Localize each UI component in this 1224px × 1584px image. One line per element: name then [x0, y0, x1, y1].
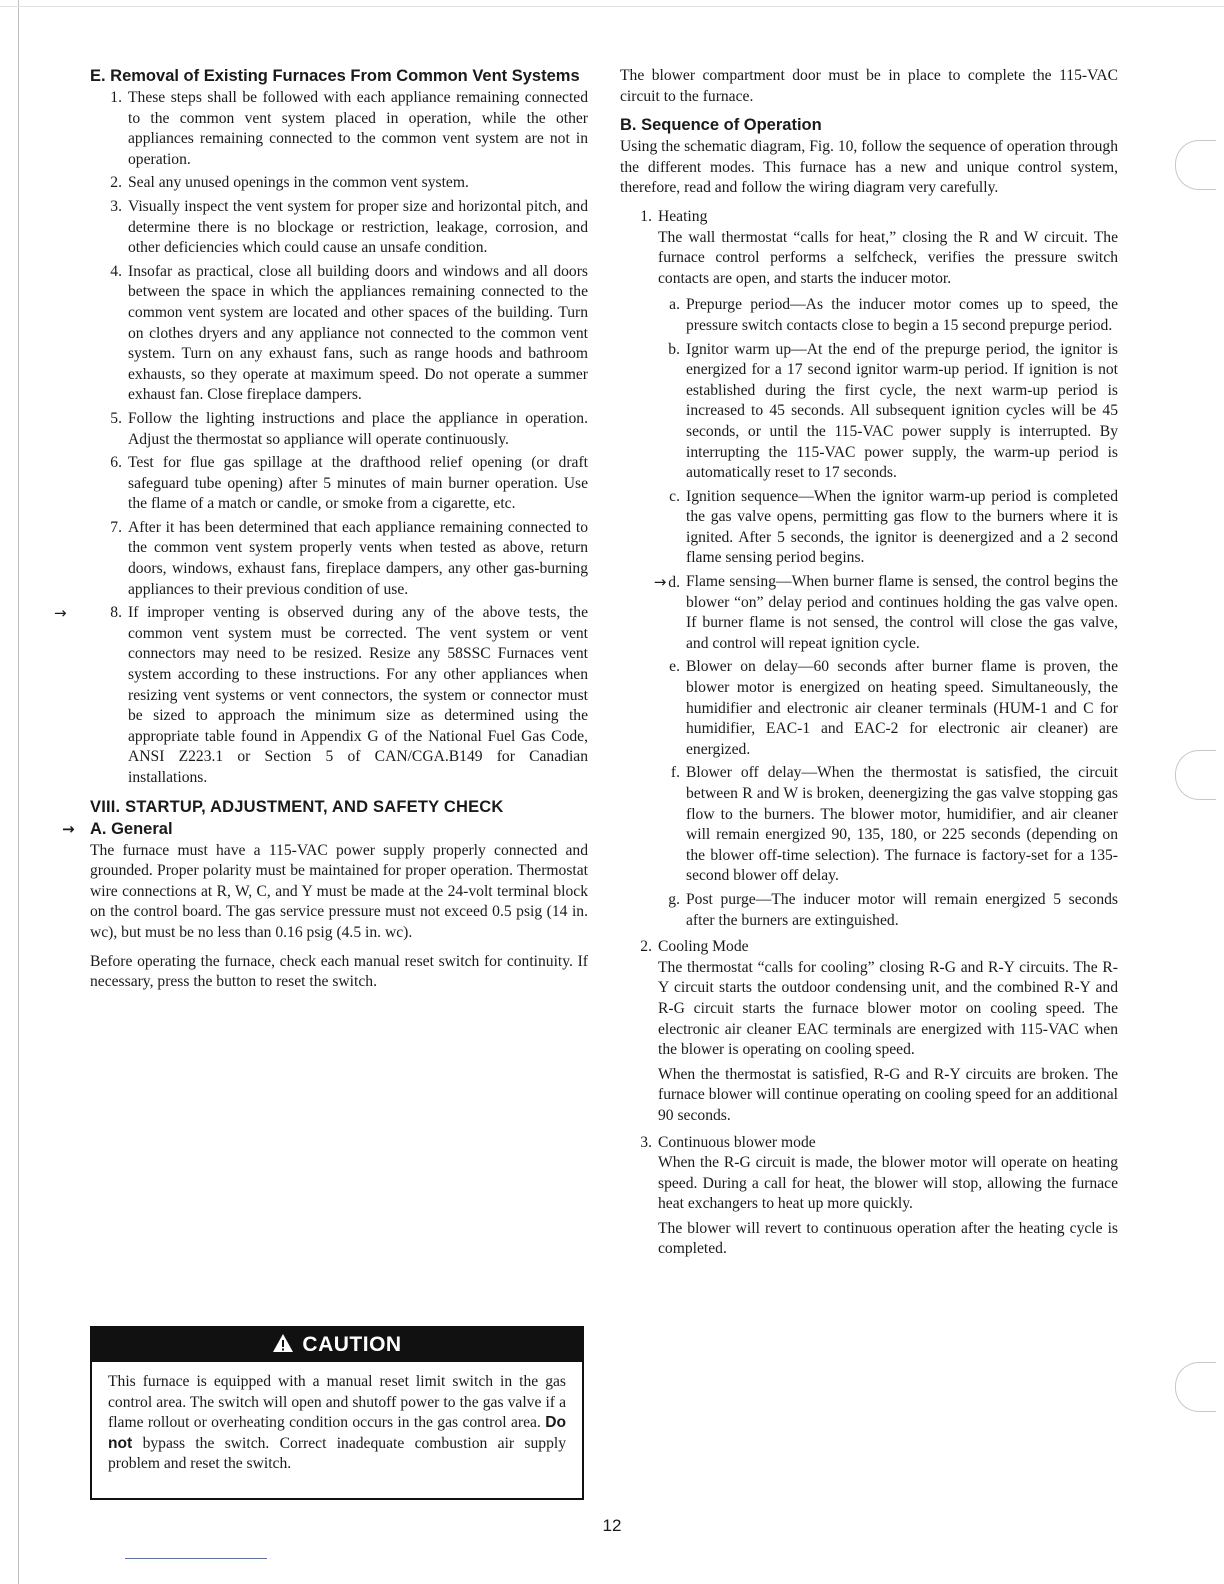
step-text: Ignition sequence—When the ignitor warm-up period is completed the gas valve opens, permitting gas flow to the burners where it is ignited. After 5 seconds, the ignitor is deenergized and a 2 second flame sensing period begins. [686, 487, 1118, 567]
right-column [620, 66, 1118, 1260]
item-text: After it has been determined that each appliance remaining connected to the common vent system properly vents when tested as above, return doors, windows, exhaust fans, fireplace dampers, any other gas-burning appliances to their previous condition of use. [128, 518, 588, 598]
item-number: 1. [110, 89, 122, 106]
section-e-title: E. Removal of Existing Furnaces From Common Vent Systems [90, 67, 580, 85]
step-text: Flame sensing—When burner flame is sensed, the control begins the blower “on” delay period and continues holding the gas valve open. If burner flame is not sensed, the control will close the gas valve, and control will repeat ignition cycle. [686, 573, 1118, 652]
caution-header [92, 1328, 582, 1362]
list-item [620, 340, 1118, 484]
list-item [620, 890, 1118, 931]
heating-steps [620, 295, 1118, 931]
list-item [620, 657, 1118, 760]
item-text: Visually inspect the vent system for proper size and horizontal pitch, and determine there is no blockage or restriction, leakage, corrosion, and other deficiencies which could cause an unsafe condition. [128, 197, 588, 257]
continuous-paragraph: When the R-G circuit is made, the blower motor will operate on heating speed. During a call for heat, the blower will stop, allowing the furnace heat exchangers to heat up more quickly. [658, 1154, 1118, 1213]
step-letter: a. [669, 296, 680, 314]
caution-box [90, 1326, 584, 1500]
left-column [54, 66, 588, 1001]
list-item [90, 173, 588, 194]
item-text: Seal any unused openings in the common vent system. [128, 174, 469, 192]
step-letter: e. [669, 658, 680, 676]
warning-triangle-icon [272, 1333, 294, 1353]
item-number: 7. [110, 518, 122, 536]
list-item [90, 197, 588, 259]
item-number: 4. [110, 262, 122, 280]
list-item [54, 603, 588, 788]
step-letter: → d. [653, 573, 680, 592]
cooling-paragraph: The thermostat “calls for cooling” closing R-G and R-Y circuits. The R-Y circuit starts the outdoor condensing unit, and the combined R-Y and R-G circuit starts the furnace blower motor on cooling speed. The electronic air cleaner EAC terminals are energized with 115-VAC when the blower is operating on cooling speed. [658, 958, 1118, 1059]
list-item [620, 572, 1118, 654]
scan-artifact-line [125, 1558, 267, 1559]
item-number: 3. [110, 197, 122, 215]
list-item [620, 295, 1118, 336]
step-letter: b. [668, 340, 680, 358]
subsection-a-title: → A. General [62, 819, 173, 838]
step-letter: f. [670, 764, 680, 782]
step-text: Blower off delay—When the thermostat is satisfied, the circuit between R and W is broken, deenergizing the gas valve stopping gas flow to the burners. The blower motor, humidifier, and air cleaner will remain energized 90, 135, 180, or 225 seconds (depending on the blower off-time selection). The furnace is factory-set for a 135-second blower off delay. [686, 764, 1118, 885]
step-letter: c. [669, 487, 680, 505]
item-text: Test for flue gas spillage at the drafthood relief opening (or draft safeguard tube opening) after 5 minutes of main burner operation. Use the flame of a match or candle, or smoke from a cigarette, etc. [128, 454, 588, 513]
list-item [90, 409, 588, 450]
list-item [90, 453, 588, 515]
intro-paragraph: The blower compartment door must be in place to complete the 115-VAC circuit to the furnace. [620, 67, 1118, 105]
list-item [90, 262, 588, 406]
punch-hole-mark [1175, 750, 1216, 800]
item-text: These steps shall be followed with each appliance remaining connected to the common vent system placed in operation, while the other appliances remaining connected to the common vent system are not in operation. [128, 89, 588, 168]
step-text: Ignitor warm up—At the end of the prepurge period, the ignitor is energized for a 17 second ignitor warm-up period. If ignition is not established during the first cycle, the next warm-up period is increased to 45 seconds. All subsequent ignition cycles will be 45 seconds, or until the 115-VAC power supply is interrupted. By interrupting the 115-VAC power supply, the warm-up period is automatically reset to 17 seconds. [686, 340, 1118, 482]
step-letter: g. [668, 890, 680, 908]
general-paragraph: The furnace must have a 115-VAC power supply properly connected and grounded. Proper polarity must be maintained for proper operation. Thermostat wire connections at R, W, C, and Y must be made at the 24-volt terminal block on the control board. The gas service pressure must not exceed 0.5 psig (14 in. wc), but must be no less than 0.16 psig (4.5 in. wc). [90, 841, 588, 941]
section-b-paragraph: Using the schematic diagram, Fig. 10, follow the sequence of operation through the different modes. This furnace has a new and unique control system, therefore, read and follow the wiring diagram very carefully. [620, 138, 1119, 197]
page-number: 12 [602, 1516, 622, 1535]
scan-edge-left [18, 0, 19, 1584]
caution-title: CAUTION [302, 1333, 402, 1356]
item-text: If improper venting is observed during any of the above tests, the common vent system must be corrected. The vent system or vent connectors may need to be resized. Resize any 58SSC Furnaces vent system according to these instructions. For any other appliances when resizing vent systems or vent connectors, the system or connector must be sized to approach the minimum size as determined using the appropriate table found in Appendix G of the National Fuel Gas Code, ANSI Z223.1 or Section 5 of CAN/CGA.B149 for Canadian installations. [128, 604, 588, 786]
heating-paragraph: The wall thermostat “calls for heat,” closing the R and W circuit. The furnace control performs a selfcheck, verifies the pressure switch contacts are open, and starts the inducer motor. [658, 228, 1118, 287]
punch-hole-mark [1175, 1362, 1216, 1412]
change-arrow-icon: → [653, 573, 667, 592]
list-item [620, 487, 1118, 569]
step-text: Prepurge period—As the inducer motor comes up to speed, the pressure switch contacts close to begin a 15 second prepurge period. [686, 296, 1118, 334]
step-text: Post purge—The inducer motor will remain energized 5 seconds after the burners are extinguished. [686, 890, 1118, 929]
heading-cooling: 2. Cooling Mode [640, 938, 749, 956]
item-number: 5. [110, 409, 122, 427]
list-item [90, 88, 588, 170]
heading-heating: 1. Heating [640, 207, 708, 225]
item-text: Insofar as practical, close all building doors and windows and all doors between the space in which the appliances remaining connected to the common vent system are located and other spaces of the building. Turn on clothes dryers and any appliance not connected to the common vent system. Turn on any exhaust fans, such as range hoods and bathroom exhausts, so they operate at maximum speed. Do not operate a summer exhaust fan. Close fireplace dampers. [128, 262, 588, 404]
punch-hole-mark [1175, 140, 1216, 190]
list-item [90, 518, 588, 600]
section-b-title: B. Sequence of Operation [620, 116, 822, 135]
caution-text: This furnace is equipped with a manual reset limit switch in the gas control area. The switch will open and shutoff power to the gas valve if a flame rollout or overheating condition occurs in the gas control area. Do not bypass the switch. Correct inadequate combustion air supply problem and reset the switch. [108, 1373, 567, 1473]
cooling-paragraph: When the thermostat is satisfied, R-G and R-Y circuits are broken. The furnace blower will continue operating on cooling speed for an additional 90 seconds. [658, 1065, 1118, 1124]
section-viii-title: VIII. STARTUP, ADJUSTMENT, AND SAFETY CHECK [90, 797, 504, 816]
change-arrow-icon: → [54, 604, 67, 623]
heading-continuous: 3. Continuous blower mode [640, 1133, 816, 1151]
list-item [620, 763, 1118, 887]
continuous-paragraph: The blower will revert to continuous operation after the heating cycle is completed. [658, 1219, 1118, 1258]
change-arrow-icon: → [62, 819, 75, 838]
scan-edge-top [0, 6, 1224, 7]
general-paragraph: Before operating the furnace, check each manual reset switch for continuity. If necessary, press the button to reset the switch. [90, 952, 588, 991]
caution-emphasis: Do not [108, 1414, 566, 1452]
item-number: → 8. [54, 604, 122, 623]
item-text: Follow the lighting instructions and place the appliance in operation. Adjust the thermostat so appliance will operate continuously. [128, 409, 588, 448]
item-number: 2. [110, 174, 122, 192]
step-text: Blower on delay—60 seconds after burner flame is proven, the blower motor is energized on heating speed. Simultaneously, the humidifier and electronic air cleaner terminals (HUM-1 and C for humidifier, EAC-1 and EAC-2 for electronic air cleaner) are energized. [686, 658, 1118, 758]
item-number: 6. [110, 454, 122, 472]
section-e-list [54, 88, 588, 789]
